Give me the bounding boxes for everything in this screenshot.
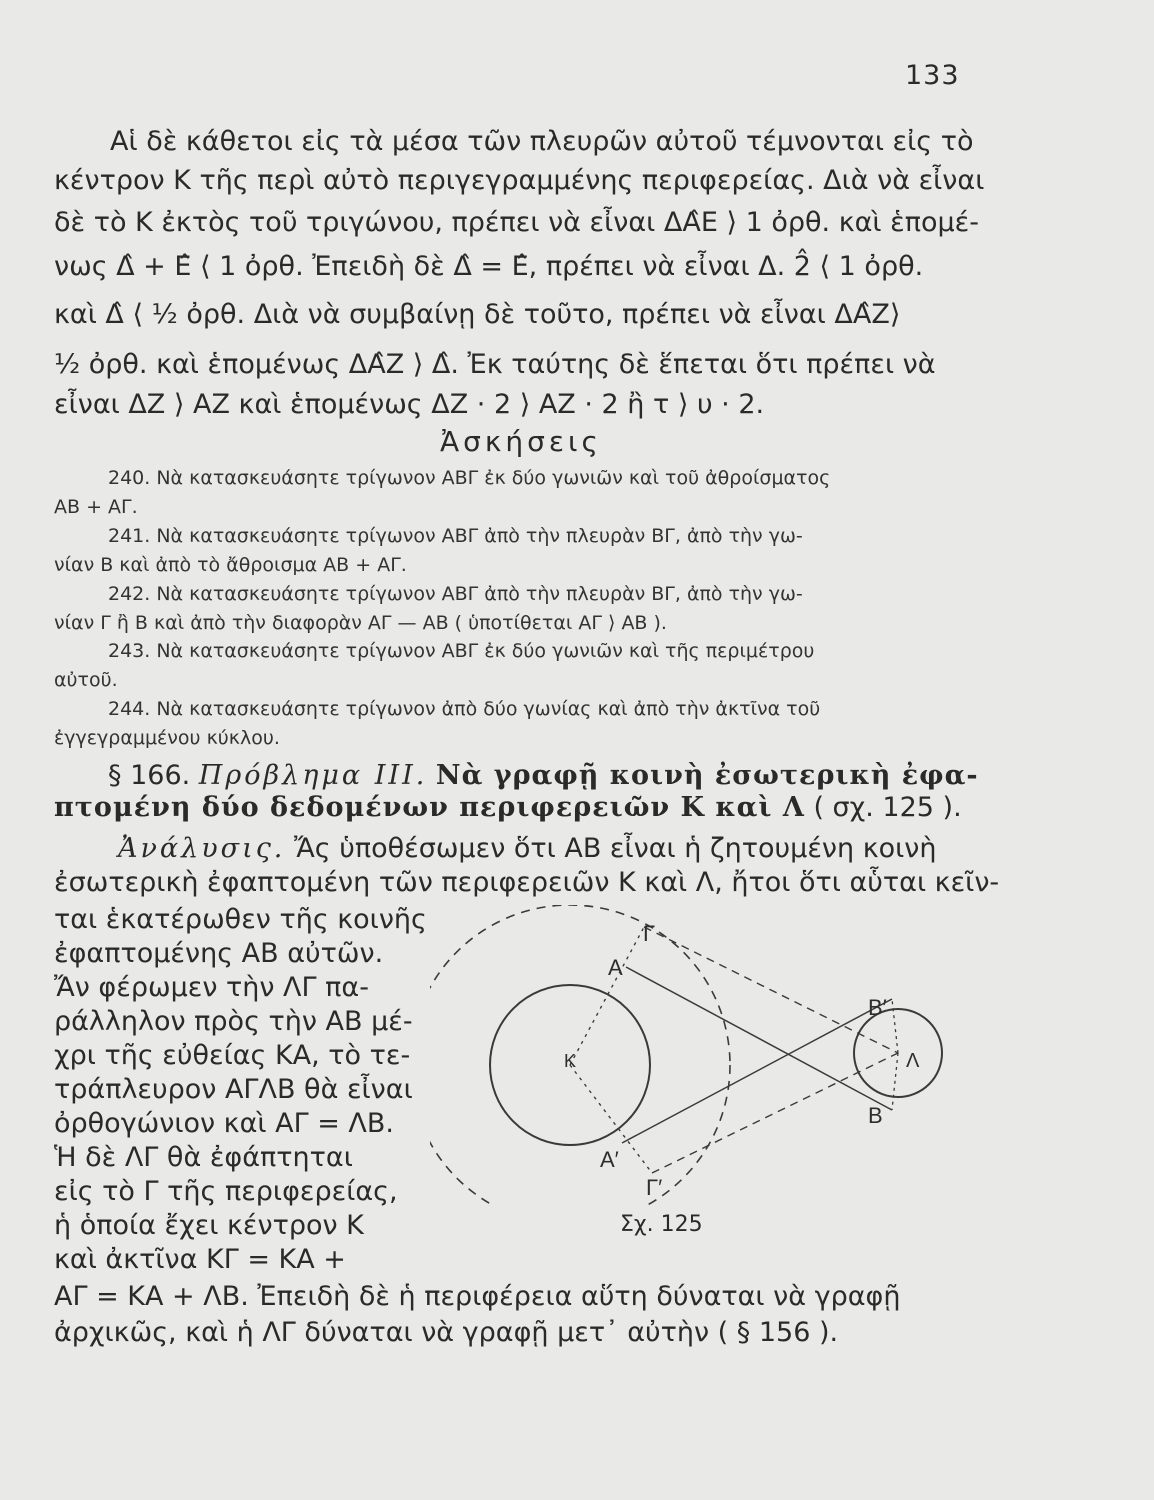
analysis-left-line: ἡ ὁποία ἔχει κέντρον Κ (54, 1210, 364, 1241)
exercise-line: 240. Νὰ κατασκευάσητε τρίγωνον ΑΒΓ ἐκ δύο γωνιῶν καὶ τοῦ ἀθροίσματος (108, 467, 831, 489)
analysis-left-line: ται ἑκατέρωθεν τῆς κοινῆς (54, 904, 427, 935)
label-kappa: Κ (564, 1051, 577, 1071)
label-gamma: Γ (643, 921, 656, 946)
exercises-heading: Ἀσκήσεις (440, 425, 602, 458)
label-lambda: Λ (906, 1050, 920, 1072)
analysis-left-line: Ἄν φέρωμεν τὴν ΛΓ πα- (54, 972, 369, 1003)
label-alpha-prime: Α′ (600, 1147, 619, 1172)
analysis-left-line: ράλληλον πρὸς τὴν ΑΒ μέ- (54, 1006, 413, 1037)
label-gamma-prime: Γ′ (646, 1175, 663, 1200)
label-b-prime: Β′ (868, 995, 887, 1020)
exercise-line: ἐγγεγραμμένου κύκλου. (54, 727, 280, 749)
analysis-line (118, 832, 936, 866)
paragraph-line: δὲ τὸ Κ ἐκτὸς τοῦ τριγώνου, πρέπει νὰ εἶναι ΔΑ̂Ε ⟩ 1 ὀρθ. καὶ ἑπομέ- (54, 207, 980, 238)
paragraph-line: καὶ Δ̂ ⟨ ½ ὀρθ. Διὰ νὰ συμβαίνῃ δὲ τοῦτο, πρέπει νὰ εἶναι ΔΑ̂Ζ⟩ (54, 299, 901, 330)
section-number: § 166. (108, 760, 191, 791)
analysis-left-line: ὀρθογώνιον καὶ ΑΓ = ΛΒ. (54, 1108, 394, 1139)
analysis-line: ἐσωτερικὴ ἐφαπτομένη τῶν περιφερειῶν Κ καὶ Λ, ἤτοι ὅτι αὗται κεῖν- (54, 867, 1000, 898)
page-number: 133 (905, 60, 960, 91)
section-title-part2: πτομένη δύο δεδομένων περιφερειῶν Κ καὶ Λ (54, 792, 805, 823)
tangent-ab (626, 967, 892, 1110)
analysis-line: ἀρχικῶς, καὶ ἡ ΛΓ δύναται νὰ γραφῇ μετ᾽ αὐτὴν ( § 156 ). (54, 1317, 839, 1348)
exercise-line: νίαν Β καὶ ἀπὸ τὸ ἄθροισμα ΑΒ + ΑΓ. (54, 554, 407, 576)
analysis-left-line: εἰς τὸ Γ τῆς περιφερείας, (54, 1176, 398, 1207)
section-title-line2 (54, 792, 962, 823)
label-alpha: Α (608, 955, 623, 980)
exercise-line: 242. Νὰ κατασκευάσητε τρίγωνον ΑΒΓ ἀπὸ τὴν πλευρὰν ΒΓ, ἀπὸ τὴν γω- (108, 583, 803, 605)
analysis-text: Ἄς ὑποθέσωμεν ὅτι ΑΒ εἶναι ἡ ζητουμένη κοινὴ (294, 833, 937, 864)
paragraph-line: ½ ὀρθ. καὶ ἑπομένως ΔΑ̂Ζ ⟩ Δ̂. Ἐκ ταύτης δὲ ἕπεται ὅτι πρέπει νὰ (54, 349, 936, 380)
figure-caption: Σχ. 125 (620, 1212, 703, 1237)
paragraph-line: εἶναι ΔΖ ⟩ ΑΖ καὶ ἑπομένως ΔΖ · 2 ⟩ ΑΖ · 2 ἢ τ ⟩ υ · 2. (54, 389, 765, 420)
line-lambda-gamma-prime (652, 1053, 898, 1173)
analysis-line: ΑΓ = ΚΑ + ΛΒ. Ἐπειδὴ δὲ ἡ περιφέρεια αὕτη δύναται νὰ γραφῇ (54, 1281, 901, 1312)
paragraph-line: νως Δ̂ + Ε̂ ⟨ 1 ὀρθ. Ἐπειδὴ δὲ Δ̂ = Ε̂, πρέπει νὰ εἶναι Δ. 2̂ ⟨ 1 ὀρθ. (54, 251, 924, 282)
paragraph-line: κέντρον Κ τῆς περὶ αὐτὸ περιγεγραμμένης περιφερείας. Διὰ νὰ εἶναι (54, 165, 985, 196)
exercise-line: 241. Νὰ κατασκευάσητε τρίγωνον ΑΒΓ ἀπὸ τὴν πλευρὰν ΒΓ, ἀπὸ τὴν γω- (108, 525, 803, 547)
figure-125 (430, 905, 970, 1205)
section-ref: ( σχ. 125 ). (813, 792, 962, 823)
exercise-line: αὐτοῦ. (54, 669, 118, 691)
analysis-left-line: τράπλευρον ΑΓΛΒ θὰ εἶναι (54, 1074, 413, 1105)
exercise-line: ΑΒ + ΑΓ. (54, 496, 138, 518)
section-title-part1: Νὰ γραφῇ κοινὴ ἐσωτερικὴ ἐφα- (435, 760, 979, 791)
label-beta: Β (868, 1103, 883, 1128)
analysis-left-line: καὶ ἀκτῖνα ΚΓ = ΚΑ + (54, 1244, 346, 1275)
radius-lambda-b-prime (892, 999, 898, 1053)
radius-lambda-b (892, 1053, 898, 1110)
radius-k-gamma (570, 927, 644, 1065)
exercise-line: νίαν Γ ἢ Β καὶ ἀπὸ τὴν διαφορὰν ΑΓ — ΑΒ ( ὑποτίθεται ΑΓ ⟩ ΑΒ ). (54, 612, 667, 634)
line-lambda-gamma (644, 927, 898, 1053)
exercise-line: 244. Νὰ κατασκευάσητε τρίγωνον ἀπὸ δύο γωνίας καὶ ἀπὸ τὴν ἀκτῖνα τοῦ (108, 698, 821, 720)
paragraph-line: Αἱ δὲ κάθετοι εἰς τὰ μέσα τῶν πλευρῶν αὐτοῦ τέμνονται εἰς τὸ (110, 126, 974, 157)
outer-dashed-circle (430, 905, 730, 1205)
analysis-left-line: χρι τῆς εὐθείας ΚΑ, τὸ τε- (54, 1040, 411, 1071)
exercise-line: 243. Νὰ κατασκευάσητε τρίγωνον ΑΒΓ ἐκ δύο γωνιῶν καὶ τῆς περιμέτρου (108, 640, 815, 662)
section-title (108, 760, 979, 791)
analysis-label: Ἀνάλυσις. (118, 833, 286, 864)
section-label: Πρόβλημα III. (198, 760, 428, 791)
analysis-left-line: ἐφαπτομένης ΑΒ αὐτῶν. (54, 938, 384, 969)
analysis-left-line: Ἡ δὲ ΛΓ θὰ ἐφάπτηται (54, 1142, 353, 1173)
